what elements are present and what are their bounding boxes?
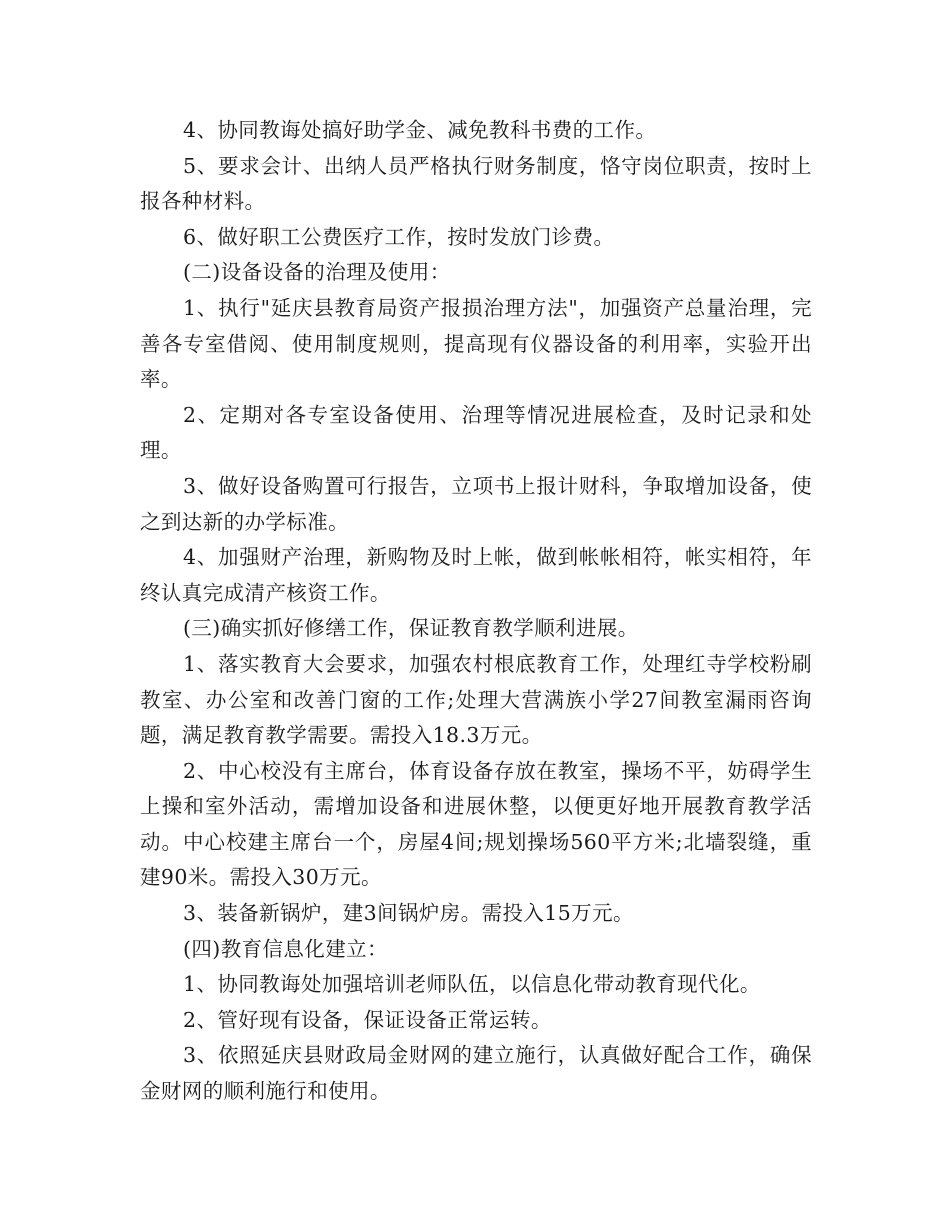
list-item: 3、装备新锅炉，建3间锅炉房。需投入15万元。: [183, 901, 634, 926]
list-item: 4、加强财产治理，新购物及时上帐，做到帐帐相符，帐实相符，年终认真完成清产核资工作。: [140, 545, 812, 605]
list-item: 4、协同教诲处搞好助学金、减免教科书费的工作。: [183, 118, 657, 142]
list-item: 6、做好职工公费医疗工作，按时发放门诊费。: [183, 224, 615, 249]
list-item: 1、执行"延庆县教育局资产报损治理方法"，加强资产总量治理，完善各专室借阅、使用制度规则，提高现有仪器设备的利用率，实验开出率。: [140, 295, 812, 392]
list-item: 2、中心校没有主席台，体育设备存放在教室，操场不平，妨碍学生上操和室外活动，需增加设备和进展休整，以便更好地开展教育教学活动。中心校建主席台一个，房屋4间;规划操场560平方米;北墙裂缝，重建90米。需投入30万元。: [140, 758, 812, 890]
section-heading: (三)确实抓好修缮工作，保证教育教学顺利进展。: [183, 616, 639, 641]
section-heading: (二)设备设备的治理及使用：: [183, 260, 451, 285]
document-body: [140, 113, 812, 1110]
section-heading: (四)教育信息化建立：: [183, 936, 388, 961]
list-item: 3、依照延庆县财政局金财网的建立施行，认真做好配合工作，确保金财网的顺利施行和使用。: [140, 1043, 812, 1104]
list-item: 5、要求会计、出纳人员严格执行财务制度，恪守岗位职责，按时上报各种材料。: [140, 153, 812, 214]
list-item: 3、做好设备购置可行报告，立项书上报计财科，争取增加设备，使之到达新的办学标准。: [140, 473, 812, 534]
list-item: 2、定期对各专室设备使用、治理等情况进展检查，及时记录和处理。: [140, 402, 812, 463]
list-item: 1、协同教诲处加强培训老师队伍，以信息化带动教育现代化。: [183, 972, 761, 997]
list-item: 1、落实教育大会要求，加强农村根底教育工作，处理红寺学校粉刷教室、办公室和改善门窗的工作;处理大营满族小学27间教室漏雨咨询题，满足教育教学需要。需投入18.3万元。: [140, 651, 812, 748]
list-item: 2、管好现有设备，保证设备正常运转。: [183, 1007, 552, 1032]
